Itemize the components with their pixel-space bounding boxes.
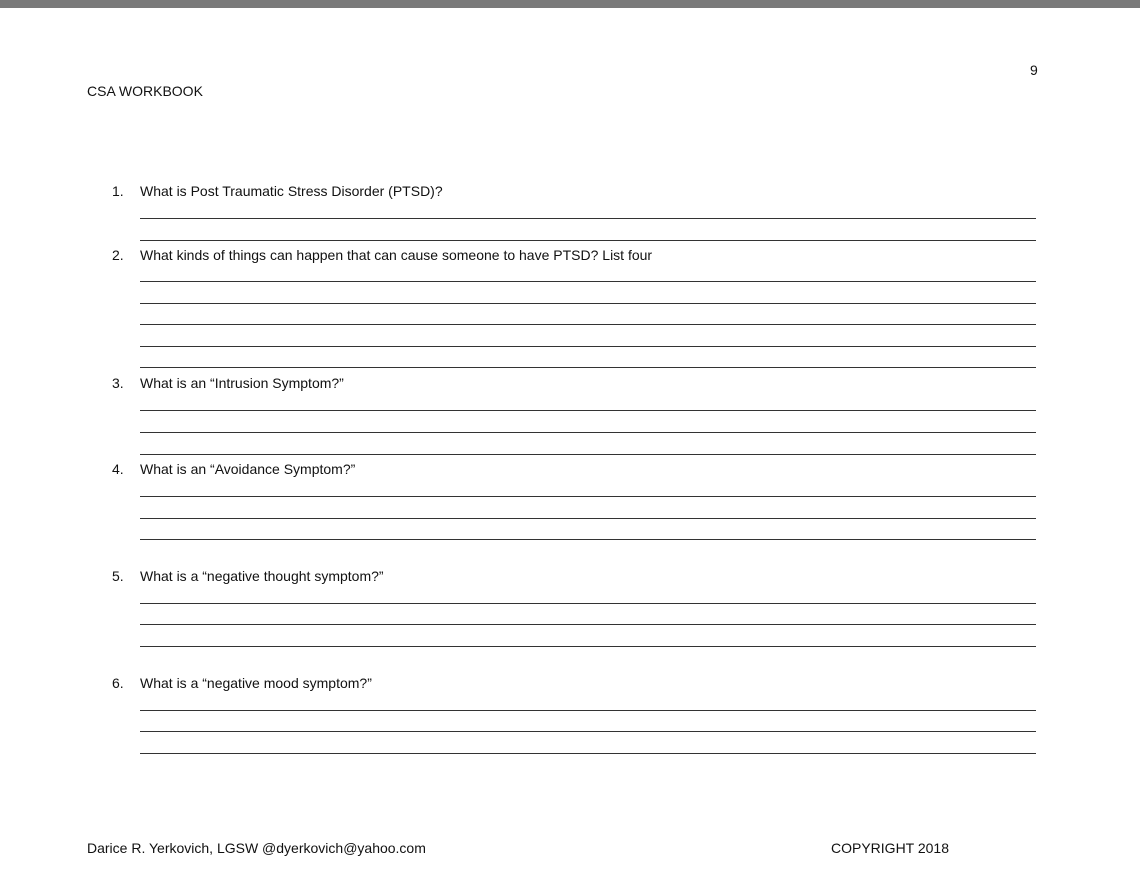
answer-line[interactable] xyxy=(140,240,1036,241)
question-text: What is an “Avoidance Symptom?” xyxy=(140,461,356,477)
answer-line[interactable] xyxy=(140,432,1036,433)
answer-line[interactable] xyxy=(140,624,1036,625)
question-number: 1. xyxy=(112,183,124,199)
question-number: 3. xyxy=(112,375,124,391)
workbook-title: CSA WORKBOOK xyxy=(87,83,203,99)
question-text: What is an “Intrusion Symptom?” xyxy=(140,375,344,391)
answer-line[interactable] xyxy=(140,454,1036,455)
answer-line[interactable] xyxy=(140,518,1036,519)
question-number: 2. xyxy=(112,247,124,263)
viewer-top-bar xyxy=(0,0,1140,8)
answer-line[interactable] xyxy=(140,753,1036,754)
answer-line[interactable] xyxy=(140,281,1036,282)
question-text: What is Post Traumatic Stress Disorder (PTSD)? xyxy=(140,183,443,199)
answer-line[interactable] xyxy=(140,324,1036,325)
answer-line[interactable] xyxy=(140,731,1036,732)
answer-line[interactable] xyxy=(140,218,1036,219)
answer-line[interactable] xyxy=(140,603,1036,604)
question-number: 5. xyxy=(112,568,124,584)
question-text: What kinds of things can happen that can cause someone to have PTSD? List four xyxy=(140,247,653,263)
footer-author: Darice R. Yerkovich, LGSW @dyerkovich@yahoo.com xyxy=(87,840,426,856)
footer-copyright: COPYRIGHT 2018 xyxy=(831,840,950,856)
answer-line[interactable] xyxy=(140,496,1036,497)
answer-line[interactable] xyxy=(140,539,1036,540)
answer-line[interactable] xyxy=(140,410,1036,411)
page-number: 9 xyxy=(1030,62,1038,78)
question-number: 4. xyxy=(112,461,124,477)
answer-line[interactable] xyxy=(140,367,1036,368)
answer-line[interactable] xyxy=(140,303,1036,304)
answer-line[interactable] xyxy=(140,346,1036,347)
question-text: What is a “negative thought symptom?” xyxy=(140,568,384,584)
question-number: 6. xyxy=(112,675,124,691)
answer-line[interactable] xyxy=(140,710,1036,711)
answer-line[interactable] xyxy=(140,646,1036,647)
question-text: What is a “negative mood symptom?” xyxy=(140,675,372,691)
